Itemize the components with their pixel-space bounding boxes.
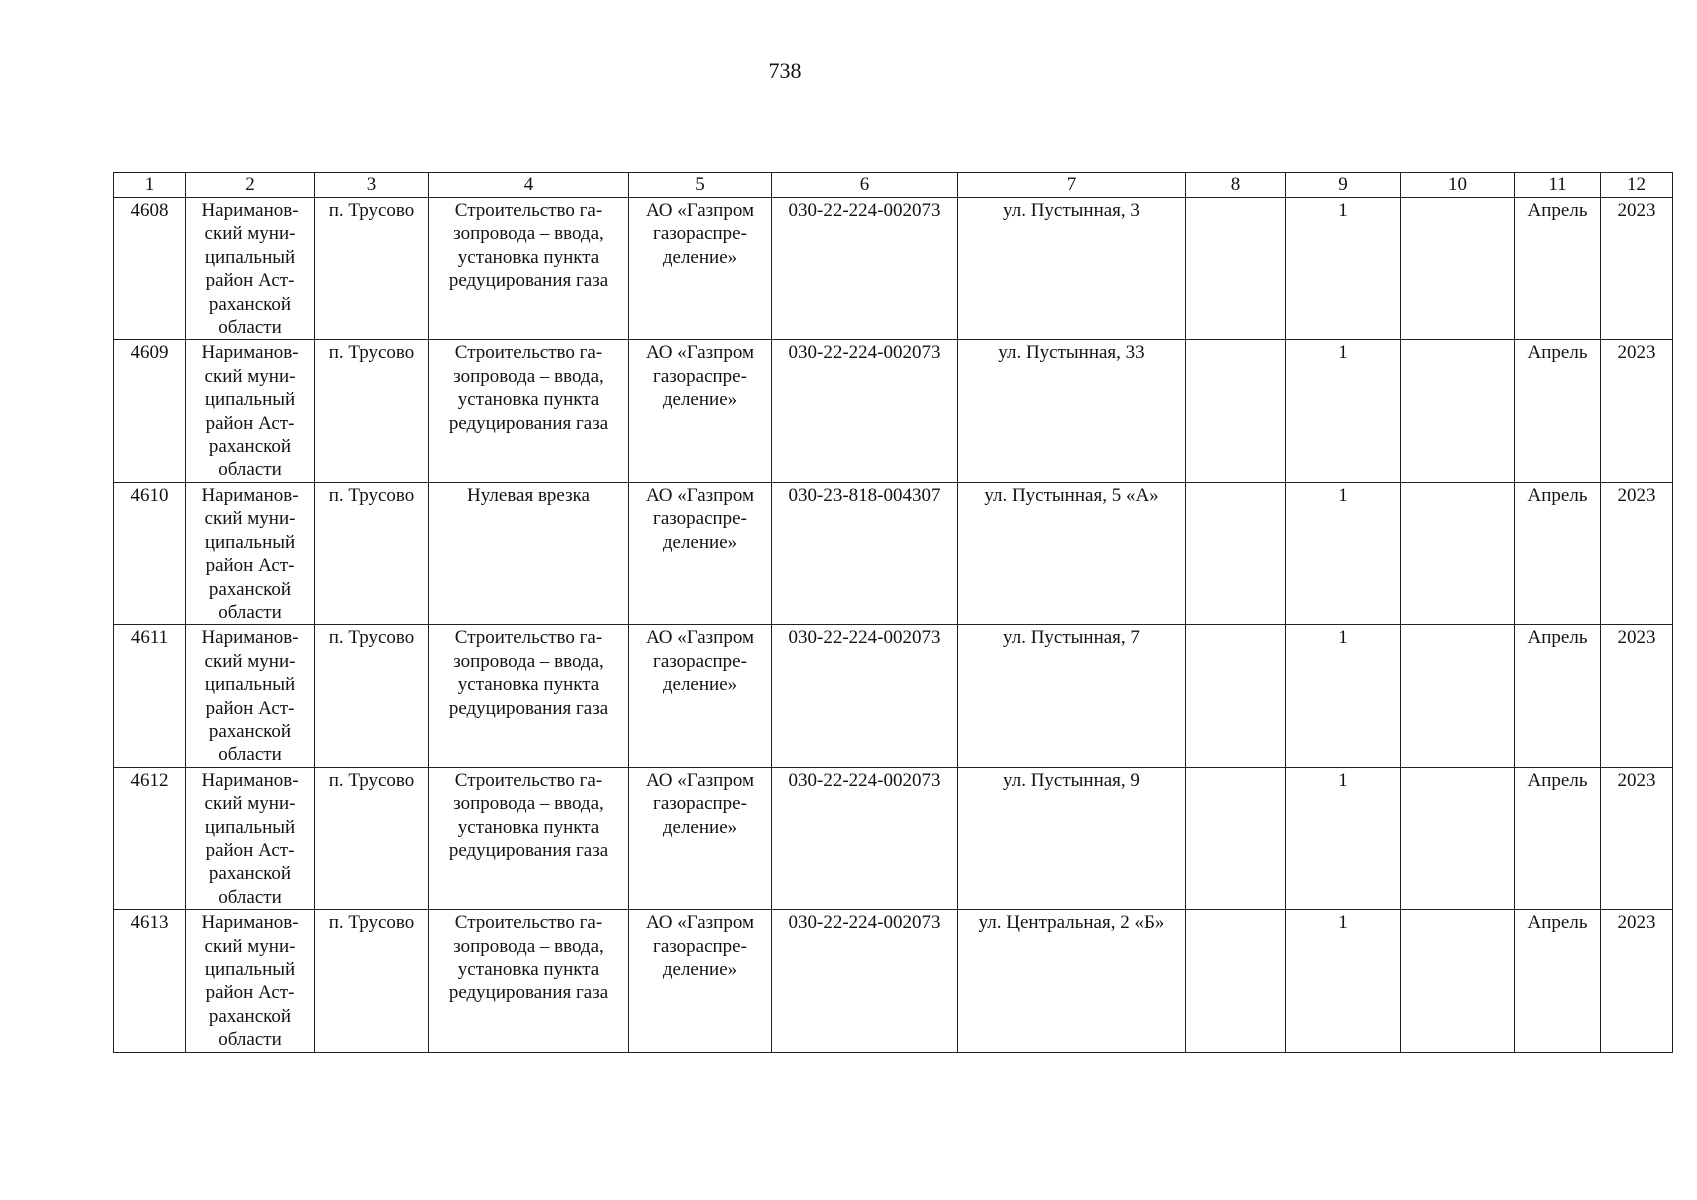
column-10-cell [1401,482,1515,624]
district-line: ципальный [204,389,296,411]
quantity-cell: 1 [1286,482,1401,624]
district-line: ципальный [204,531,296,553]
work-type-cell [429,625,629,767]
month-cell: Апрель [1515,625,1601,767]
organization-cell [629,625,772,767]
table-row [114,340,1673,482]
district-line: области [218,601,282,623]
row-number-cell: 4608 [114,198,186,340]
work-type-line: редуцирования газа [448,982,609,1004]
work-type-cell [429,482,629,624]
column-8-cell [1186,482,1286,624]
district-line: Нариманов- [201,769,299,791]
work-type-line: установка пункта [457,816,600,838]
work-type-line: зопровода – ввода, [453,793,604,815]
district-line: области [218,744,282,766]
work-type-line: Строительство га- [454,627,603,649]
settlement-cell: п. Трусово [315,482,429,624]
district-cell [186,340,315,482]
column-year-header: 12 [1601,173,1673,198]
work-type-cell [429,198,629,340]
object-code-cell: 030-22-224-002073 [772,625,958,767]
row-number-cell: 4613 [114,910,186,1052]
district-line: области [218,459,282,481]
district-line: Нариманов- [201,484,299,506]
month-cell: Апрель [1515,767,1601,909]
table-row [114,910,1673,1052]
object-code-cell: 030-23-818-004307 [772,482,958,624]
work-type-line: Строительство га- [454,200,603,221]
organization-line: АО «Газпром [645,912,755,934]
work-type-line: зопровода – ввода, [453,935,604,957]
object-code-cell: 030-22-224-002073 [772,340,958,482]
column-10-header: 10 [1401,173,1515,198]
district-line: ский муни- [204,650,296,672]
quantity-cell: 1 [1286,767,1401,909]
district-line: области [218,317,282,339]
organization-line: деление» [662,674,738,696]
column-work-header: 4 [429,173,629,198]
work-type-cell [429,910,629,1052]
organization-line: деление» [662,959,738,980]
organization-line: газораспре- [653,365,747,387]
district-line: раханской [208,436,292,458]
district-line: ципальный [204,959,296,980]
district-cell [186,482,315,624]
year-cell: 2023 [1601,625,1673,767]
district-line: район Аст- [205,412,295,434]
row-number-cell: 4609 [114,340,186,482]
district-cell [186,910,315,1052]
address-cell: ул. Пустынная, 33 [958,340,1186,482]
district-line: Нариманов- [201,912,299,934]
year-cell: 2023 [1601,767,1673,909]
year-cell: 2023 [1601,910,1673,1052]
object-code-cell: 030-22-224-002073 [772,910,958,1052]
district-cell [186,198,315,340]
column-8-cell [1186,625,1286,767]
column-8-cell [1186,767,1286,909]
district-line: Нариманов- [201,342,299,364]
work-type-line: установка пункта [457,959,600,980]
district-line: раханской [208,1005,292,1027]
quantity-cell: 1 [1286,198,1401,340]
district-line: район Аст- [205,555,295,577]
work-type-line: редуцирования газа [448,839,609,861]
organization-cell [629,767,772,909]
column-settlement-header: 3 [315,173,429,198]
address-cell: ул. Пустынная, 5 «А» [958,482,1186,624]
column-9-header: 9 [1286,173,1401,198]
organization-line: газораспре- [653,650,747,672]
organization-line: АО «Газпром [645,200,755,221]
district-line: ципальный [204,246,296,268]
organization-line: АО «Газпром [645,342,755,364]
district-line: Нариманов- [201,200,299,221]
district-line: ципальный [204,674,296,696]
organization-line: АО «Газпром [645,627,755,649]
register-table [113,172,1673,1053]
year-cell: 2023 [1601,198,1673,340]
district-line: раханской [208,720,292,742]
quantity-cell: 1 [1286,340,1401,482]
object-code-cell: 030-22-224-002073 [772,198,958,340]
work-type-line: установка пункта [457,246,600,268]
district-line: ский муни- [204,223,296,245]
district-line: раханской [208,578,292,600]
table-row [114,482,1673,624]
table-body [114,198,1673,1053]
work-type-line: установка пункта [457,674,600,696]
address-cell: ул. Пустынная, 3 [958,198,1186,340]
work-type-line: Строительство га- [454,912,603,934]
column-organization-header: 5 [629,173,772,198]
district-line: раханской [208,863,292,885]
column-month-header: 11 [1515,173,1601,198]
month-cell: Апрель [1515,482,1601,624]
object-code-cell: 030-22-224-002073 [772,767,958,909]
column-number-header: 1 [114,173,186,198]
district-line: район Аст- [205,270,295,292]
organization-line: деление» [662,531,738,553]
row-number-cell: 4612 [114,767,186,909]
organization-line: деление» [662,389,738,411]
settlement-cell: п. Трусово [315,625,429,767]
quantity-cell: 1 [1286,910,1401,1052]
column-10-cell [1401,767,1515,909]
work-type-line: Нулевая врезка [467,484,590,506]
row-number-cell: 4611 [114,625,186,767]
table-row [114,767,1673,909]
year-cell: 2023 [1601,340,1673,482]
work-type-line: редуцирования газа [448,412,609,434]
address-cell: ул. Пустынная, 9 [958,767,1186,909]
table-header [114,173,1673,198]
work-type-line: зопровода – ввода, [453,365,604,387]
organization-cell [629,910,772,1052]
organization-line: деление» [662,816,738,838]
column-10-cell [1401,198,1515,340]
organization-cell [629,198,772,340]
table-row [114,625,1673,767]
work-type-cell [429,767,629,909]
district-line: Нариманов- [201,627,299,649]
address-cell: ул. Пустынная, 7 [958,625,1186,767]
district-line: район Аст- [205,839,295,861]
work-type-line: редуцирования газа [448,270,609,292]
district-line: области [218,1029,282,1051]
district-line: ский муни- [204,508,296,530]
district-line: раханской [208,293,292,315]
work-type-cell [429,340,629,482]
organization-line: газораспре- [653,508,747,530]
column-8-cell [1186,910,1286,1052]
district-line: район Аст- [205,697,295,719]
month-cell: Апрель [1515,198,1601,340]
work-type-line: редуцирования газа [448,697,609,719]
work-type-line: зопровода – ввода, [453,650,604,672]
column-10-cell [1401,625,1515,767]
month-cell: Апрель [1515,340,1601,482]
district-line: ципальный [204,816,296,838]
work-type-line: Строительство га- [454,342,603,364]
settlement-cell: п. Трусово [315,910,429,1052]
address-cell: ул. Центральная, 2 «Б» [958,910,1186,1052]
month-cell: Апрель [1515,910,1601,1052]
organization-cell [629,340,772,482]
district-line: район Аст- [205,982,295,1004]
organization-line: газораспре- [653,223,747,245]
district-cell [186,625,315,767]
organization-line: газораспре- [653,793,747,815]
work-type-line: установка пункта [457,389,600,411]
column-10-cell [1401,340,1515,482]
settlement-cell: п. Трусово [315,767,429,909]
organization-line: АО «Газпром [645,484,755,506]
column-8-header: 8 [1186,173,1286,198]
work-type-line: зопровода – ввода, [453,223,604,245]
settlement-cell: п. Трусово [315,198,429,340]
page-number: 738 [768,58,802,83]
settlement-cell: п. Трусово [315,340,429,482]
organization-line: деление» [662,246,738,268]
row-number-cell: 4610 [114,482,186,624]
column-8-cell [1186,340,1286,482]
organization-line: АО «Газпром [645,769,755,791]
column-address-header: 7 [958,173,1186,198]
organization-line: газораспре- [653,935,747,957]
table-row [114,198,1673,340]
header-row [114,173,1673,198]
year-cell: 2023 [1601,482,1673,624]
organization-cell [629,482,772,624]
work-type-line: Строительство га- [454,769,603,791]
column-code-header: 6 [772,173,958,198]
column-district-header: 2 [186,173,315,198]
district-line: ский муни- [204,365,296,387]
district-line: ский муни- [204,793,296,815]
column-10-cell [1401,910,1515,1052]
column-8-cell [1186,198,1286,340]
district-line: области [218,886,282,908]
district-line: ский муни- [204,935,296,957]
district-cell [186,767,315,909]
quantity-cell: 1 [1286,625,1401,767]
